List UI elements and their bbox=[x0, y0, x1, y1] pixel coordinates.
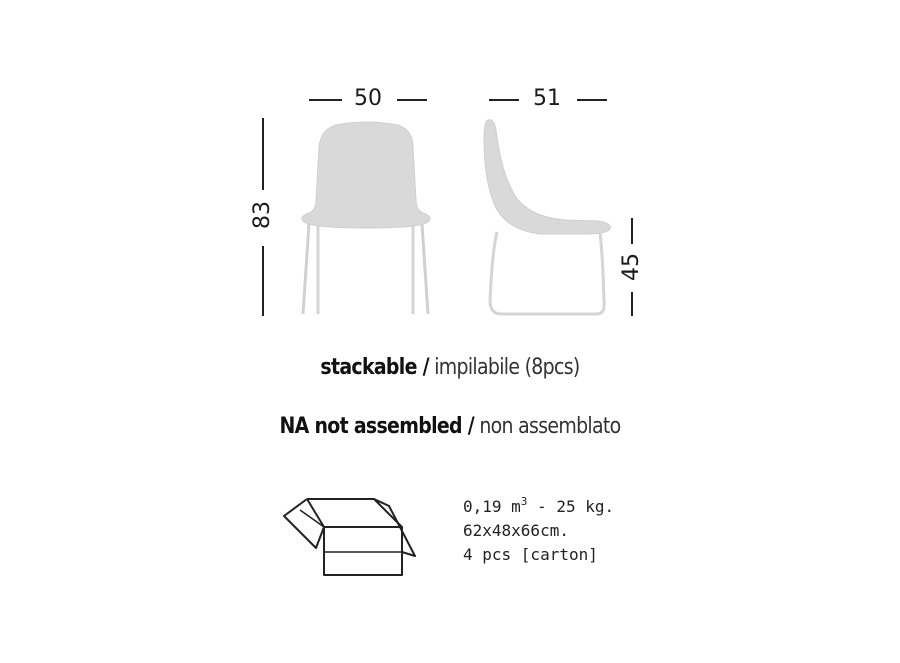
box-icon bbox=[284, 499, 415, 575]
packaging-quantity: 4 pcs [carton] bbox=[463, 545, 598, 564]
width-label: 50 bbox=[354, 86, 382, 111]
chair-front-view bbox=[302, 122, 430, 314]
packaging-size: 62x48x66cm. bbox=[463, 521, 569, 540]
packaging-volume-exp: 3 bbox=[520, 495, 528, 508]
packaging-volume-weight bbox=[463, 490, 614, 519]
assembly-label-en: NA not assembled / bbox=[279, 414, 474, 439]
height-label: 83 bbox=[250, 201, 275, 229]
stackable-label-en: stackable / bbox=[320, 355, 429, 380]
assembly-caption bbox=[63, 414, 837, 439]
packaging-info bbox=[463, 490, 614, 567]
packaging-weight: - 25 kg. bbox=[527, 497, 615, 516]
packaging-volume: 0,19 m bbox=[463, 497, 521, 516]
stackable-label-it: impilabile (8pcs) bbox=[434, 355, 580, 380]
chair-side-view bbox=[484, 120, 610, 314]
assembly-label-it: non assemblato bbox=[479, 414, 621, 439]
depth-label: 51 bbox=[533, 86, 561, 111]
stackable-caption bbox=[63, 355, 837, 380]
seat-height-label: 45 bbox=[619, 253, 644, 281]
